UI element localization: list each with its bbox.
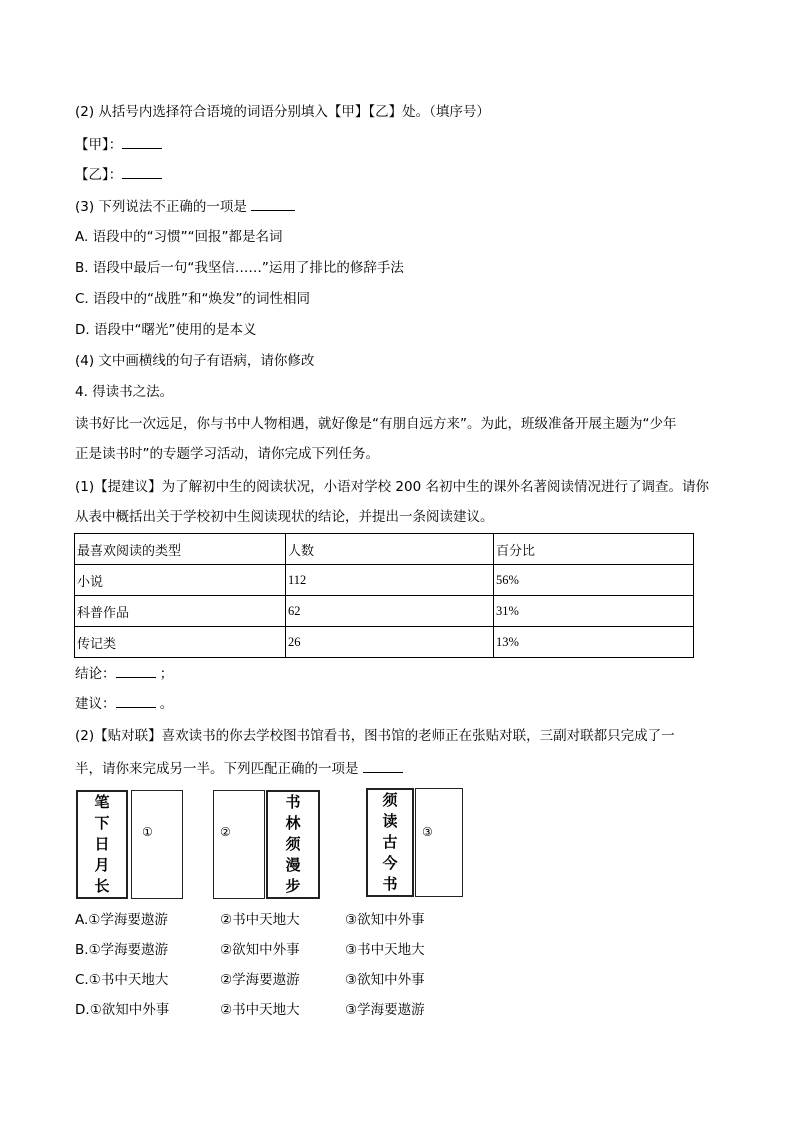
conclusion-end: ； (159, 666, 174, 682)
option-part-2: ②学海要遨游 (220, 972, 300, 988)
reading-survey-table (74, 533, 694, 658)
task2-prompt: 半，请你来完成另一半。下列匹配正确的一项是 (75, 761, 359, 777)
table-cell: 科普作品 (75, 596, 286, 627)
option-part-3: ③欲知中外事 (345, 912, 425, 928)
couplet3-slot-mark: ③ (422, 825, 433, 839)
q4-prompt: (4) 文中画横线的句子有语病，请你修改 (75, 353, 315, 369)
q3-option-b: B. 语段中最后一句“我坚信……”运用了排比的修辞手法 (75, 260, 404, 276)
yi-label: 【乙】： (75, 167, 123, 183)
couplet3-blank-scroll (415, 788, 463, 897)
couplet-char: 日 (94, 835, 110, 853)
table-cell: 112 (286, 565, 494, 596)
couplet-char: 须 (285, 835, 301, 853)
table-row (75, 596, 694, 627)
couplet3-given-scroll (366, 788, 414, 897)
task2-line1: (2)【贴对联】喜欢读书的你去学校图书馆看书，图书馆的老师正在张贴对联，三副对联都只完成了一 (75, 728, 675, 744)
couplet2-slot-mark: ② (220, 825, 231, 839)
couplet1-blank-scroll (131, 790, 183, 899)
option-part-3: ③书中天地大 (345, 942, 425, 958)
table-header-row (75, 534, 694, 565)
couplet-char: 下 (94, 814, 110, 832)
couplet-char: 读 (382, 812, 398, 830)
suggestion-label: 建议： (75, 696, 116, 712)
q3-prompt: (3) 下列说法不正确的一项是 (75, 199, 247, 215)
option-letter: A.①学海要遨游 (75, 912, 168, 928)
couplet2-blank-scroll (213, 790, 265, 899)
couplet-char: 长 (94, 877, 110, 895)
task1-line2: 从表中概括出关于学校初中生阅读现状的结论，并提出一条阅读建议。 (75, 509, 494, 525)
option-letter: D.①欲知中外事 (75, 1002, 170, 1018)
yi-blank-line (75, 164, 162, 185)
task1-line1: (1)【提建议】为了解初中生的阅读状况，小语对学校 200 名初中生的课外名著阅读情况进行了调查。请你 (75, 479, 709, 495)
couplet-char: 须 (382, 791, 398, 809)
couplet-char: 步 (285, 877, 301, 895)
couplet-char: 林 (285, 814, 301, 832)
yi-answer-blank[interactable] (122, 164, 162, 179)
couplet-char: 书 (285, 793, 301, 811)
table-row (75, 627, 694, 658)
q2-prompt: (2) 从括号内选择符合语境的词语分别填入【甲】【乙】处。（填序号） (75, 104, 490, 120)
q3-option-d: D. 语段中“曙光”使用的是本义 (75, 322, 257, 338)
option-part-3: ③学海要遨游 (345, 1002, 425, 1018)
jia-blank-line (75, 134, 162, 155)
suggestion-line (75, 693, 173, 714)
option-part-2: ②书中天地大 (220, 1002, 300, 1018)
table-cell: 13% (494, 627, 694, 658)
table-cell: 小说 (75, 565, 286, 596)
conclusion-label: 结论： (75, 666, 116, 682)
option-letter: C.①书中天地大 (75, 972, 169, 988)
table-cell: 31% (494, 596, 694, 627)
couplet-char: 笔 (94, 793, 110, 811)
q3-option-a: A. 语段中的“习惯”“回报”都是名词 (75, 229, 283, 245)
section4-intro-line1: 读书好比一次远足，你与书中人物相遇，就好像是“有朋自远方来”。为此，班级准备开展主题为“少年 (75, 416, 677, 432)
q3-prompt-line (75, 196, 295, 217)
table-header-cell: 最喜欢阅读的类型 (75, 534, 286, 565)
option-part-2: ②欲知中外事 (220, 942, 300, 958)
task2-answer-blank[interactable] (363, 758, 403, 773)
couplet1-slot-mark: ① (142, 825, 153, 839)
couplet2-given-scroll (266, 790, 320, 899)
option-part-3: ③欲知中外事 (345, 972, 425, 988)
task2-line2 (75, 758, 403, 779)
suggestion-blank[interactable] (116, 693, 156, 708)
couplet-char: 月 (94, 856, 110, 874)
couplet-char: 古 (382, 833, 398, 851)
jia-label: 【甲】： (75, 137, 123, 153)
option-part-2: ②书中天地大 (220, 912, 300, 928)
conclusion-line (75, 663, 173, 684)
table-header-cell: 百分比 (494, 534, 694, 565)
option-letter: B.①学海要遨游 (75, 942, 169, 958)
suggestion-end: 。 (159, 696, 174, 712)
section4-intro-line2: 正是读书时”的专题学习活动，请你完成下列任务。 (75, 446, 379, 462)
table-cell: 传记类 (75, 627, 286, 658)
table-header-cell: 人数 (286, 534, 494, 565)
couplet1-given-scroll (76, 790, 128, 899)
conclusion-blank[interactable] (116, 663, 156, 678)
q3-option-c: C. 语段中的“战胜”和“焕发”的词性相同 (75, 291, 310, 307)
table-cell: 56% (494, 565, 694, 596)
table-cell: 62 (286, 596, 494, 627)
section4-title: 4. 得读书之法。 (75, 384, 174, 400)
table-cell: 26 (286, 627, 494, 658)
couplet-char: 书 (382, 875, 398, 893)
jia-answer-blank[interactable] (122, 134, 162, 149)
q3-answer-blank[interactable] (251, 196, 295, 211)
table-row (75, 565, 694, 596)
couplet-char: 今 (382, 854, 398, 872)
couplet-char: 漫 (285, 856, 301, 874)
